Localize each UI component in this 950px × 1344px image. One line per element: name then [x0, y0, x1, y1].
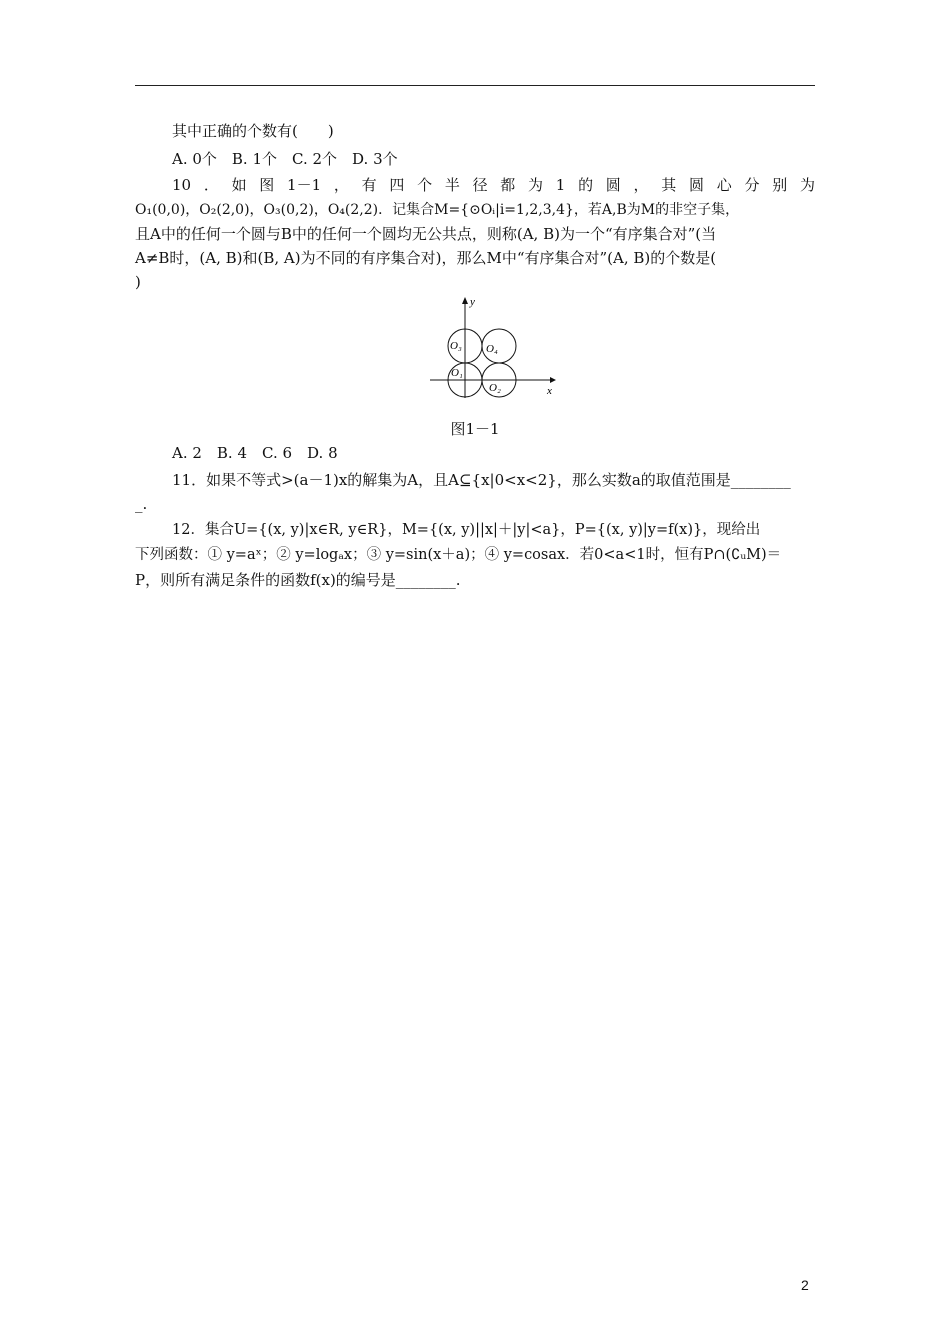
- y-axis-label: y: [470, 296, 475, 308]
- text-line-13: P，则所有满足条件的函数f(x)的编号是________.: [135, 571, 461, 589]
- x-axis-label: x: [547, 385, 552, 397]
- figure-caption: 图1－1: [450, 420, 500, 438]
- y-axis-arrow: [462, 297, 468, 304]
- label-o2: O₂: [489, 382, 501, 394]
- text-line-12: 下列函数：① y=aˣ；② y=logₐx；③ y=sin(x＋a)；④ y=cosax．若0<a<1时，恒有P∩(∁ᵤM)＝: [135, 547, 782, 563]
- x-axis-arrow: [550, 377, 556, 383]
- text-line-10: _.: [135, 495, 148, 513]
- text-line-2: A. 0个 B. 1个 C. 2个 D. 3个: [172, 150, 398, 168]
- text-line-4: O₁(0,0)，O₂(2,0)，O₃(0,2)，O₄(2,2)．记集合M={⊙Oᵢ|i=1,2,3,4}，若A,B为M的非空子集，: [135, 202, 740, 218]
- label-o1: O₁: [451, 367, 463, 379]
- text-line-11: 12．集合U={(x, y)|x∈R, y∈R}，M={(x, y)||x|＋|y|<a}，P={(x, y)|y=f(x)}，现给出: [172, 522, 761, 538]
- header-rule: [135, 85, 815, 86]
- figure-svg: [426, 294, 556, 404]
- label-o4: O₄: [486, 343, 498, 355]
- four-circles-figure: [426, 294, 556, 404]
- text-line-1: 其中正确的个数有( ): [172, 122, 334, 140]
- text-line-5: 且A中的任何一个圆与B中的任何一个圆均无公共点，则称(A, B)为一个“有序集合对”(当: [135, 225, 717, 243]
- text-line-9: 11．如果不等式>(a－1)x的解集为A，且A⊆{x|0<x<2}，那么实数a的取值范围是________: [172, 471, 791, 489]
- label-o3: O₃: [450, 340, 462, 352]
- text-line-3: 10．如图1－1，有四个半径都为1的圆，其圆心分别为: [172, 176, 815, 194]
- text-line-6: A≠B时，(A, B)和(B, A)为不同的有序集合对)，那么M中“有序集合对”(A, B)的个数是(: [135, 249, 717, 267]
- text-line-7: ): [135, 273, 141, 291]
- text-line-8: A. 2 B. 4 C. 6 D. 8: [172, 444, 338, 462]
- page-number: 2: [801, 1277, 809, 1293]
